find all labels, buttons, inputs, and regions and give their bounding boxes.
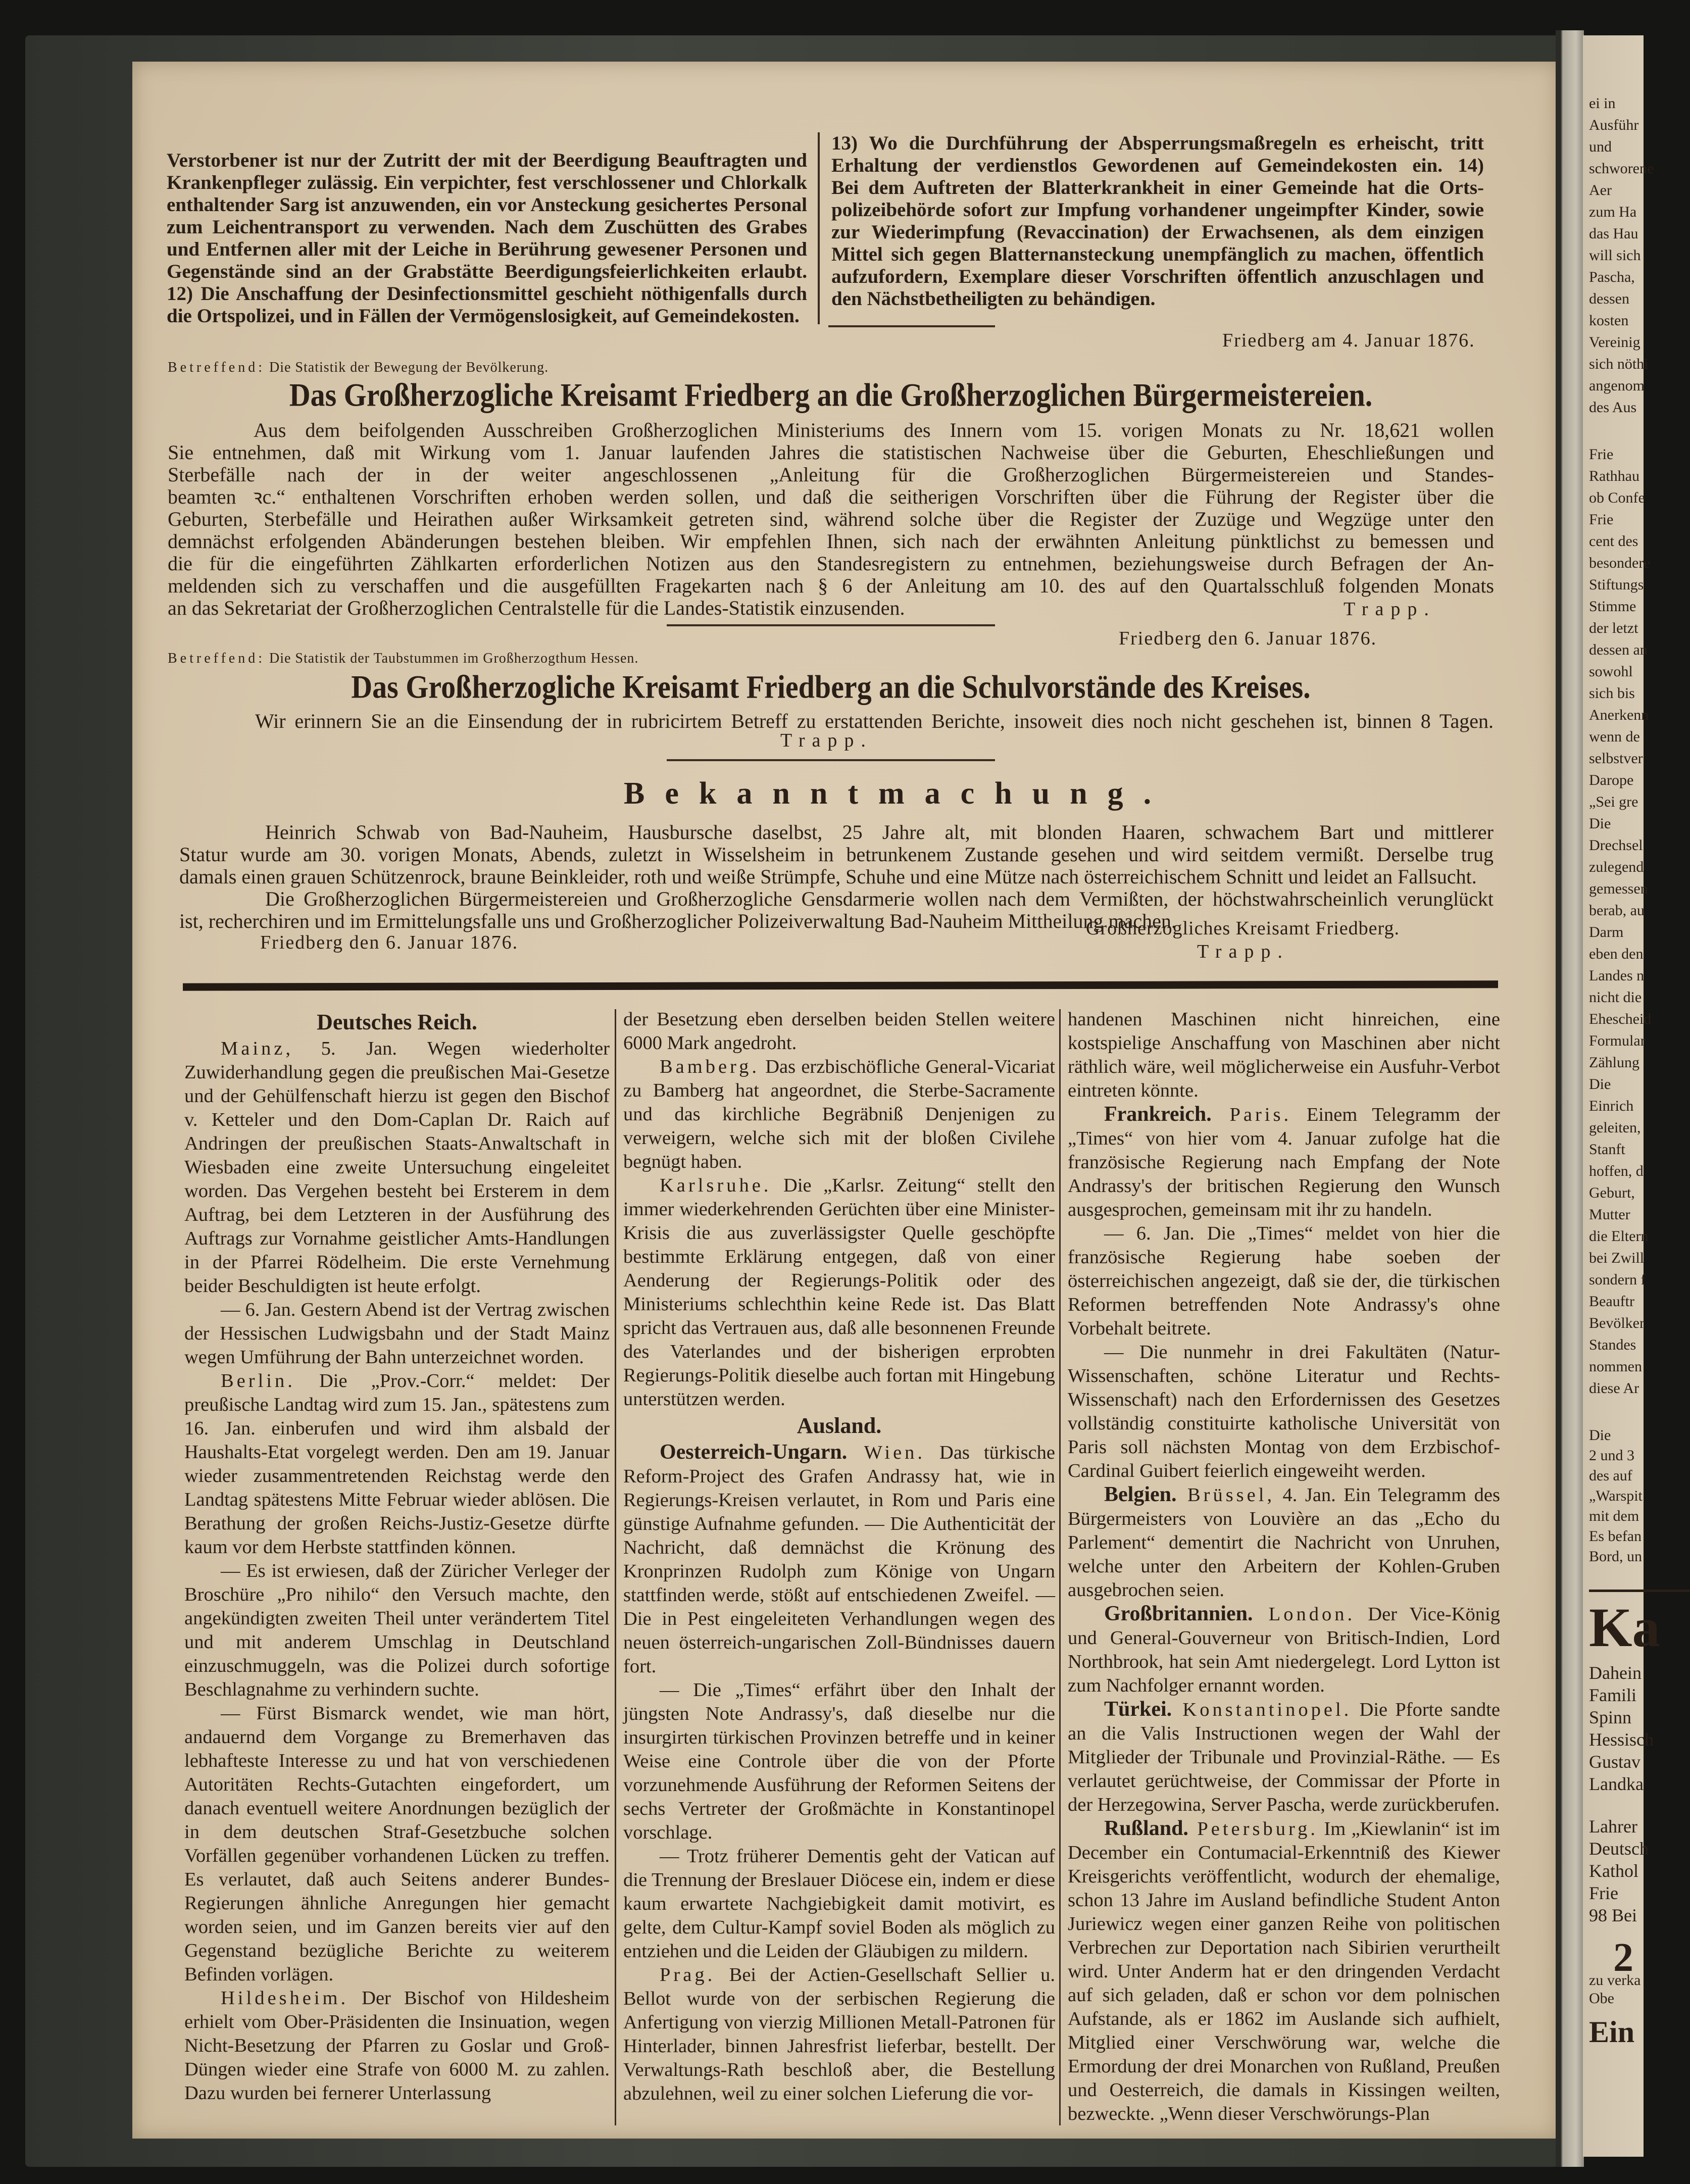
- text-fragment: Obe: [1589, 1990, 1614, 2007]
- section-rule: [667, 759, 995, 761]
- text-fragment: besondere: [1589, 555, 1651, 571]
- text-line: Verstorbener ist nur der Zutritt der mit der Beerdigung Beauftragten und: [167, 150, 807, 171]
- bekanntmachung-body: [179, 821, 1494, 932]
- paragraph-text: Die Pforte sandte an die Valis Instructionen wegen der Wahl der Mitglieder der Tribunale und Provinzial-Räthe. — Es verlautet gerüchtweise, der Commissar der Pforte in der Herzegowina, Server Pascha, werde zurückberufen.: [1068, 1699, 1500, 1815]
- text-line: Gegenstände sind an der Grabstätte Beerdigungsfeierlichkeiten erlaubt.: [167, 261, 807, 282]
- country-heading: Frankreich.: [1104, 1103, 1212, 1126]
- text-fragment: Ausführ: [1589, 117, 1639, 133]
- news-paragraph: [623, 1963, 1055, 2106]
- text-fragment: sich nöthi: [1589, 356, 1649, 372]
- notice1-dateline: Friedberg am 4. Januar 1876.: [1222, 330, 1475, 351]
- text-fragment: Die: [1589, 815, 1611, 832]
- news-paragraph: [623, 1845, 1055, 1963]
- text-line: die für die eingeführten Zählkarten erforderlichen Notizen aus den Standesregistern zu entnehmen, beziehungsweise durch Befragen der An-: [168, 552, 1494, 575]
- text-fragment: Landes n: [1589, 967, 1645, 984]
- text-fragment: gemessen: [1589, 880, 1648, 897]
- text-fragment: Stanft: [1589, 1141, 1625, 1158]
- paragraph-text: Die „Karlsr. Zeitung“ stellt den immer wiederkehrenden Gerüchten über eine Minister-Krisis die aus zuverlässigster Quelle geschöpfte bestimmte Erklärung entgegen, daß von einer Aenderung der Regierungs-Politik oder des Ministeriums schlechthin keine Rede ist. Das Blatt spricht das Vertrauen aus, daß alle besonnenen Freunde des Vaterlandes und der bisherigen erprobten Regierungs-Politik dieselbe auch fortan mit Hingebung unterstützen werden.: [623, 1175, 1055, 1410]
- text-fragment: wenn de: [1589, 728, 1640, 745]
- text-fragment: Standes: [1589, 1336, 1636, 1353]
- text-fragment: das Hau: [1589, 225, 1638, 242]
- country-heading: Belgien.: [1104, 1483, 1177, 1506]
- text-fragment: Vereinig: [1589, 334, 1641, 351]
- text-line: ist, recherchiren und im Ermittelungsfalle uns und Großherzoglicher Polizeiverwaltung Bad-Nauheim Mittheilung machen.: [179, 910, 1176, 932]
- country-heading: Rußland.: [1104, 1817, 1188, 1840]
- country-heading: Türkei.: [1104, 1698, 1172, 1721]
- text-fragment: bei Zwill: [1589, 1250, 1645, 1266]
- text-fragment: Drechsel: [1589, 837, 1643, 854]
- text-fragment: Die: [1589, 1076, 1611, 1093]
- text-fragment: Frie: [1589, 1883, 1618, 1903]
- notice1-signature: Trapp.: [1344, 599, 1436, 620]
- news-column-1: [184, 1008, 610, 2126]
- text-fragment: nicht die: [1589, 989, 1642, 1006]
- text-fragment: dessen an: [1589, 641, 1648, 658]
- text-line: Erhaltung der verdienstlos Gewordenen auf Gemeindekosten ein. 14): [831, 155, 1484, 176]
- text-fragment: Famili: [1589, 1685, 1637, 1705]
- text-fragment: Aer: [1589, 182, 1612, 198]
- text-fragment: Ein: [1589, 2015, 1635, 2049]
- text-fragment: mit dem: [1589, 1508, 1639, 1524]
- text-fragment: Landka: [1589, 1774, 1644, 1794]
- paragraph-text: handenen Maschinen nicht hinreichen, eine kostspielige Anschaffung von Maschinen aber nicht räthlich wäre, weil möglicherweise ein Ausfuhr-Verbot eintreten könnte.: [1068, 1009, 1500, 1101]
- news-paragraph: [184, 1559, 610, 1702]
- paragraph-text: , 5. Jan. Wegen wiederholter Zuwiderhandlung gegen die preußischen Mai-Gesetze und der Gehülfenschaft hierzu ist gegen den Bischof v. Ketteler und den Dom-Caplan Dr. Raich auf Andringen der preußischen Staats-Anwaltschaft in Wiesbaden eine zweite Untersuchung eingeleitet worden. Das Vergehen besteht bei Ersterem in dem Auftrag, bei dem Letzteren in der Ausführung des Auftrags zur Vornahme geistlicher Amts-Handlungen in der Pfarrei Rödelheim. Die erste Vernehmung beider Beschuldigten ist heute erfolgt.: [184, 1038, 610, 1297]
- paragraph-text: — Die „Times“ erfährt über den Inhalt der jüngsten Note Andrassy's, daß dieselbe nur die insurgirten türkischen Provinzen betreffe und in keiner Weise eine Controle über die von der Pforte vorzunehmende Ausführung der Reformen Seitens der sechs Vertreter der Großmächte in Konstantinopel vorschlage.: [623, 1679, 1055, 1843]
- notice2-signature: Trapp.: [780, 730, 873, 751]
- text-fragment: Darm: [1589, 924, 1624, 940]
- place-name: Konstantinopel.: [1172, 1699, 1352, 1720]
- paragraph-text: — Die nunmehr in drei Fakultäten (Natur-Wissenschaften, schöne Literatur und Rechts-Wissenschaft) nach den Erfordernissen des Gesetzes vollständig constituirte katholische Universität von Paris soll nächsten Montag von dem Erzbischof-Cardinal Guibert feierlich eingeweiht werden.: [1068, 1342, 1500, 1481]
- column-divider: [1059, 1009, 1061, 2125]
- text-fragment: „Sei gre: [1589, 793, 1638, 810]
- news-paragraph: [623, 1008, 1055, 1055]
- paragraph-text: Das erzbischöfliche General-Vicariat zu Bamberg hat angeordnet, die Sterbe-Sacramente und das kirchliche Begräbniß Denjenigen zu verweigern, welche sich mit der bloßen Civilehe begnügt haben.: [623, 1056, 1055, 1172]
- text-line: Aus dem beifolgenden Ausschreiben Großherzoglichen Ministeriums des Innern vom 15. vorigen Monats zu Nr. 18,621 wollen: [254, 419, 1494, 441]
- subject-label: Betreffend:: [168, 651, 265, 666]
- text-fragment: Die: [1589, 1427, 1611, 1444]
- text-fragment: selbstver: [1589, 750, 1643, 767]
- text-fragment: ei in: [1589, 95, 1616, 112]
- notice2-subject: [168, 651, 638, 667]
- text-fragment: zum Ha: [1589, 204, 1637, 220]
- text-fragment: berab, au: [1589, 902, 1645, 919]
- text-fragment: des auf: [1589, 1467, 1632, 1484]
- text-line: polizeibehörde sofort zur Impfung vorhandener ungeimpfter Kinder, sowie: [831, 199, 1484, 221]
- section-heading: Ausland.: [797, 1413, 882, 1438]
- news-paragraph: [1068, 1483, 1500, 1602]
- masthead-fragment: Ka: [1589, 1597, 1660, 1658]
- subject-text: Die Statistik der Taubstummen im Großherzogthum Hessen.: [269, 651, 639, 666]
- text-line: Bei dem Auftreten der Blatterkrankheit in einer Gemeinde hat die Orts-: [831, 177, 1484, 198]
- news-paragraph: [1068, 1341, 1500, 1483]
- text-fragment: Mutter: [1589, 1206, 1630, 1223]
- text-fragment: 98 Bei: [1589, 1905, 1637, 1925]
- paragraph-text: der Besetzung eben derselben beiden Stellen weitere 6000 Mark angedroht.: [623, 1009, 1055, 1054]
- text-fragment: zu verka: [1589, 1972, 1641, 1989]
- text-fragment: Rathhau: [1589, 468, 1639, 484]
- news-paragraph: [623, 1678, 1055, 1845]
- text-fragment: Stiftungs: [1589, 576, 1644, 593]
- text-fragment: Gustav: [1589, 1752, 1641, 1772]
- text-line: Mittel sich gegen Blatternansteckung unempfänglich zu machen, öffentlich: [831, 243, 1484, 265]
- text-fragment: nommen: [1589, 1358, 1642, 1375]
- paragraph-text: — 6. Jan. Die „Times“ meldet von hier die französische Regierung habe soeben der österreichischen angezeigt, daß sie der, die türkischen Reformen betreffenden Note Andrassy's ohne Vorbehalt beitrete.: [1068, 1223, 1500, 1339]
- text-fragment: sondern f: [1589, 1271, 1646, 1288]
- text-line: zum Leichentransport zu verwenden. Nach dem Zuschütten des Grabes: [167, 216, 807, 238]
- text-fragment: will sich: [1589, 247, 1641, 264]
- text-fragment: zulegend: [1589, 859, 1644, 875]
- text-fragment: kosten: [1589, 312, 1629, 329]
- bekanntmachung-dateline: Friedberg den 6. Januar 1876.: [260, 932, 519, 953]
- price-fragment: 2: [1613, 1935, 1633, 1980]
- news-paragraph: [1068, 1222, 1500, 1341]
- place-name: Paris.: [1211, 1104, 1292, 1125]
- text-line: die Ortspolizei, und in Fällen der Vermögenslosigkeit, auf Gemeindekosten.: [167, 305, 800, 327]
- text-line: 13) Wo die Durchführung der Absperrungsmaßregeln es erheischt, tritt: [831, 132, 1484, 154]
- text-fragment: Zählung: [1589, 1054, 1639, 1071]
- text-fragment: Lahrer: [1589, 1816, 1637, 1836]
- text-line: Wir erinnern Sie an die Einsendung der in rubricirtem Betreff zu erstattenden Berichte, insoweit dies noch nicht geschehen ist, binnen 8 Tagen.: [255, 710, 1494, 732]
- notice2-dateline: Friedberg den 6. Januar 1876.: [1119, 628, 1377, 649]
- text-line: demnächst erfolgenden Abänderungen bestehen bleiben. Wir empfehlen Ihnen, sich nach der erwähnten Anleitung pünktlichst zu bemessen und: [168, 530, 1494, 553]
- text-fragment: ob Confe: [1589, 489, 1645, 506]
- text-fragment: Einrich: [1589, 1098, 1634, 1114]
- text-line: Die Großherzoglichen Bürgermeistereien und Großherzogliche Gensdarmerie wollen nach dem Vermißten, der höchstwahrscheinlich verunglückt: [265, 887, 1494, 910]
- place-name: London.: [1253, 1604, 1356, 1625]
- text-line: Sterbefälle nach der in der weiter angeschlossenen „Anleitung für die Großherzoglichen Bürgermeistereien und Standes-: [168, 463, 1494, 486]
- text-fragment: 2 und 3: [1589, 1447, 1634, 1464]
- paragraph-text: — Trotz früherer Dementis geht der Vatican auf die Trennung der Breslauer Diöcese ein, indem er diese kaum erwartete Nachgiebigkeit damit motivirt, es gelte, dem Cultur-Kampf soviel Boden als möglich zu entziehen und die Leiden der Gläubigen zu mildern.: [623, 1846, 1055, 1962]
- text-fragment: Geburt,: [1589, 1184, 1635, 1201]
- subject-text: Die Statistik der Bewegung der Bevölkerung.: [269, 360, 549, 375]
- news-paragraph: [184, 1369, 610, 1559]
- rule-fragment: [1589, 1590, 1690, 1592]
- text-fragment: Kathol: [1589, 1861, 1638, 1881]
- top-column-right: [831, 132, 1484, 310]
- paragraph-text: 4. Jan. Ein Telegramm des Bürgermeisters von Louvière an das „Echo du Parlement“ dementirt die Nachricht von Unruhen, welche unter den Arbeitern der Kohlen-Gruben ausgebrochen seien.: [1068, 1484, 1500, 1601]
- place-name: Wien.: [847, 1442, 926, 1463]
- section-rule: [667, 624, 995, 626]
- notice1-heading: Das Großherzogliche Kreisamt Friedberg an die Großherzoglichen Bürgermeistereien.: [289, 376, 1373, 413]
- paragraph-text: Der Bischof von Hildesheim erhielt vom Ober-Präsidenten die Insinuation, wegen Nicht-Besetzung der Pfarren zu Goslar und Groß-Düngen wieder eine Strafe von 6000 M. zu zahlen. Dazu wurden bei fernerer Unterlassung: [184, 1988, 610, 2104]
- text-fragment: cent des: [1589, 533, 1638, 550]
- country-heading: Großbritannien.: [1104, 1602, 1253, 1625]
- text-line: enthaltender Sarg ist anzuwenden, ein vor Ansteckung gesichertes Personal: [167, 194, 807, 216]
- text-line: Statur wurde am 30. vorigen Monats, Abends, zuletzt in Wisselsheim in betrunkenem Zustande gesehen und wird seitdem vermißt. Derselbe trug: [179, 843, 1494, 866]
- top-column-left: [167, 150, 807, 327]
- book-gutter: [1556, 30, 1584, 2167]
- text-line: 12) Die Anschaffung der Desinfectionsmittel geschieht nöthigenfalls durch: [167, 283, 807, 305]
- news-column-2: [623, 1008, 1055, 2126]
- notice1-subject: [168, 360, 549, 376]
- text-line: zur Wiederimpfung (Revaccination) der Erwachsenen, als dem einzigen: [831, 221, 1484, 243]
- text-line: an das Sekretariat der Großherzoglichen Centralstelle für die Landes-Statistik einzusenden.: [168, 597, 905, 619]
- text-line: beamten ꝛc.“ enthaltenen Vorschriften erhoben werden sollen, und daß die seitherigen Vorschriften über die Führung der Register über die: [168, 485, 1494, 508]
- paragraph-text: Bei der Actien-Gesellschaft Sellier u. Bellot wurde von der serbischen Regierung die Anfertigung von vierzig Millionen Metall-Patronen für Hinterlader, binnen Jahresfrist lieferbar, bestellt. Der Verwaltungs-Rath beschloß aber, die Bestellung abzulehnen, weil zu einer solchen Lieferung die vor-: [623, 1964, 1055, 2104]
- place-name: Berlin.: [221, 1370, 295, 1392]
- bekanntmachung-authority: Großherzogliches Kreisamt Friedberg.: [1086, 918, 1400, 939]
- text-fragment: und: [1589, 138, 1612, 155]
- paragraph-text: — 6. Jan. Gestern Abend ist der Vertrag zwischen der Hessischen Ludwigsbahn und der Stadt Mainz wegen Umführung der Bahn unterzeichnet worden.: [184, 1299, 610, 1368]
- news-paragraph: [1068, 1103, 1500, 1222]
- notice1-body: [168, 419, 1494, 619]
- subject-label: Betreffend:: [168, 360, 265, 375]
- text-fragment: diese Ar: [1589, 1380, 1639, 1397]
- news-paragraph: [184, 1037, 610, 1298]
- text-line: Sie entnehmen, daß mit Wirkung vom 1. Januar laufenden Jahres die statistischen Nachweise über die Geburten, Eheschließungen und: [168, 441, 1494, 464]
- section-heading: Deutsches Reich.: [317, 1010, 477, 1034]
- paragraph-text: Einem Telegramm der „Times“ von hier vom 4. Januar zufolge hat die französische Regierung nach Empfang der Note Andrassy's der britischen Regierung den Wunsch ausgesprochen, gemeinsam mit ihr zu handeln.: [1068, 1104, 1500, 1220]
- text-fragment: sich bis: [1589, 685, 1635, 702]
- paragraph-text: — Fürst Bismarck wendet, wie man hört, andauernd dem Vorgange zu Bremerhaven das lebhafteste Interesse zu und hat von verschiedenen Autoritäten Rechts-Gutachten eingefordert, um danach eventuell weitere Anordnungen bezüglich der in dem deutschen Straf-Gesetzbuche solchen Vorfällen gegenüber vorhandenen Lücken zu treffen. Es verlautet, daß auch Seitens anderer Bundes-Regierungen ähnliche Anregungen hier gemacht worden seien, und im Ganzen bereits vier auf den Gegenstand bezügliche Berichte zu weiterem Befinden vorlägen.: [184, 1703, 610, 1985]
- text-fragment: Ehescheid: [1589, 1011, 1652, 1027]
- news-paragraph: [623, 1174, 1055, 1411]
- text-fragment: Es befan: [1589, 1528, 1642, 1545]
- facing-page-fragment: [1583, 35, 1660, 2157]
- column-divider: [818, 132, 820, 324]
- text-fragment: „Warspit: [1589, 1487, 1643, 1504]
- text-line: meldenden sich zu verschaffen und die ausgefüllten Fragekarten nach § 6 der Anleitung am 10. des auf den Quartalsschluß folgenden Monats: [168, 574, 1494, 597]
- text-fragment: angenom: [1589, 377, 1645, 394]
- text-fragment: Darope: [1589, 772, 1634, 788]
- place-name: Bamberg.: [660, 1056, 760, 1077]
- notice2-body: [255, 710, 1494, 732]
- place-name: Hildesheim.: [221, 1988, 349, 2009]
- bekanntmachung-title: Bekanntmachung.: [624, 776, 1172, 811]
- text-fragment: Deutsch: [1589, 1839, 1649, 1859]
- news-paragraph: [1068, 1817, 1500, 2126]
- text-fragment: Bevölker: [1589, 1315, 1645, 1331]
- paragraph-text: Der Vice-König und General-Gouverneur von Britisch-Indien, Lord Northbrook, hat sein Amt niedergelegt. Lord Lytton ist zum Nachfolger ernannt worden.: [1068, 1604, 1500, 1696]
- news-paragraph: [1068, 1008, 1500, 1103]
- place-name: Petersburg.: [1188, 1818, 1318, 1840]
- text-line: Geburten, Sterbefälle und Heirathen außer Wirksamkeit getreten sind, während solche über die Register der Zuzüge und Wegzüge unter den: [168, 508, 1494, 530]
- text-fragment: die Eltern: [1589, 1228, 1649, 1245]
- text-line: Krankenpfleger zulässig. Ein verpichter, fest verschlossener und Chlorkalk: [167, 172, 807, 193]
- place-name: Karlsruhe.: [660, 1175, 772, 1196]
- text-line: den Nächstbetheiligten zu behändigen.: [831, 288, 1156, 310]
- text-fragment: Frie: [1589, 446, 1614, 463]
- news-column-3: [1068, 1008, 1500, 2126]
- bekanntmachung-signature: Trapp.: [1197, 941, 1289, 962]
- news-paragraph: [184, 1298, 610, 1369]
- text-fragment: hoffen, d: [1589, 1163, 1644, 1179]
- text-line: und Entfernen aller mit der Leiche in Berührung gewesener Personen und: [167, 238, 807, 260]
- news-paragraph: [184, 1987, 610, 2105]
- text-fragment: geleiten,: [1589, 1119, 1641, 1136]
- text-fragment: der letzt: [1589, 620, 1638, 636]
- paragraph-text: — Es ist erwiesen, daß der Züricher Verleger der Broschüre „Pro nihilo“ den Versuch machte, den angekündigten zweiten Theil unter verändertem Titel und mit anderem Umschlag in Deutschland einzuschmuggeln, was die Polizei durch sofortige Beschlagnahme zu verhindern suchte.: [184, 1560, 610, 1700]
- news-paragraph: [623, 1055, 1055, 1174]
- text-line: aufzufordern, Exemplare dieser Vorschriften öffentlich anzuschlagen und: [831, 266, 1484, 287]
- place-name: Brüssel,: [1176, 1484, 1275, 1506]
- text-fragment: Dahein: [1589, 1663, 1642, 1683]
- text-fragment: Pascha,: [1589, 269, 1635, 285]
- text-fragment: schworene: [1589, 160, 1654, 177]
- news-paragraph: [184, 1702, 610, 1987]
- place-name: Mainz: [221, 1038, 286, 1059]
- text-fragment: Stimme: [1589, 598, 1636, 615]
- paragraph-text: Das türkische Reform-Project des Grafen Andrassy hat, wie in Regierungs-Kreisen verlautet, in Rom und Paris eine günstige Aufnahme gefunden. — Die Authenticität der Nachricht, daß demnächst die Krönung des Kronprinzen Rudolph zum Könige von Ungarn stattfinden werde, stößt auf entschiedenen Zweifel. — Die in Pest eingeleiteten Verhandlungen wegen des neuen österreich-ungarischen Zoll-Bündnisses dauern fort.: [623, 1442, 1056, 1677]
- text-fragment: Bord, un: [1589, 1548, 1642, 1565]
- text-fragment: dessen: [1589, 290, 1629, 307]
- text-fragment: Spinn: [1589, 1707, 1632, 1727]
- text-fragment: eben den: [1589, 946, 1644, 962]
- news-paragraph: [1068, 1602, 1500, 1698]
- notice2-heading: Das Großherzogliche Kreisamt Friedberg an die Schulvorstände des Kreises.: [351, 668, 1311, 705]
- text-fragment: des Aus: [1589, 399, 1637, 416]
- column-divider: [615, 1009, 616, 2125]
- text-fragment: Frie: [1589, 511, 1614, 528]
- text-fragment: Beauftr: [1589, 1293, 1634, 1310]
- text-fragment: sowohl: [1589, 663, 1633, 680]
- text-line: damals einen grauen Schützenrock, braune Beinkleider, roth und weiße Strümpfe, Schuhe und eine Mütze nach österreichischem Schnitt und leidet an Fallsucht.: [179, 865, 1477, 888]
- news-paragraph: [623, 1441, 1055, 1678]
- text-fragment: Anerkenn: [1589, 707, 1649, 723]
- section-rule: [828, 325, 995, 327]
- news-paragraph: [1068, 1698, 1500, 1817]
- text-fragment: Formular: [1589, 1032, 1646, 1049]
- text-fragment: Hessisch: [1589, 1729, 1654, 1750]
- paragraph-text: Im „Kiewlanin“ ist im December ein Contumacial-Erkenntniß des Kiewer Kreisgerichts veröffentlicht, wodurch der ehemalige, schon 13 Jahre im Ausland befindliche Student Anton Juriewicz wegen einer ganzen Reihe von politischen Verbrechen zur Deportation nach Sibirien verurtheilt wird. Unter Anderm hat er den dringenden Verdacht auf sich geladen, daß er schon vor dem polnischen Aufstande, als er 1862 im Auslande sich aufhielt, Mitglied einer Verschwörung war, welche die Ermordung der drei Monarchen von Rußland, Preußen und Oesterreich, die damals in Kissingen weilten, bezweckte. „Wenn dieser Verschwörungs-Plan: [1068, 1818, 1500, 2124]
- place-name: Prag.: [660, 1964, 716, 1986]
- paragraph-text: Die „Prov.-Corr.“ meldet: Der preußische Landtag wird zum 15. Jan., spätestens zum 16. Jan. einberufen und wird ihm alsbald der Haushalts-Etat vorgelegt werden. Den am 19. Januar wieder zusammentretenden Reichstag werde den Landtag spätestens Mitte Februar wieder ablösen. Die Berathung der großen Reichs-Justiz-Gesetze dürfte kaum vor dem Herbste stattfinden können.: [184, 1370, 610, 1558]
- country-heading: Oesterreich-Ungarn.: [660, 1441, 848, 1464]
- text-line: Heinrich Schwab von Bad-Nauheim, Hausbursche daselbst, 25 Jahre alt, mit blonden Haaren, schwachem Bart und mittlerer: [265, 821, 1494, 843]
